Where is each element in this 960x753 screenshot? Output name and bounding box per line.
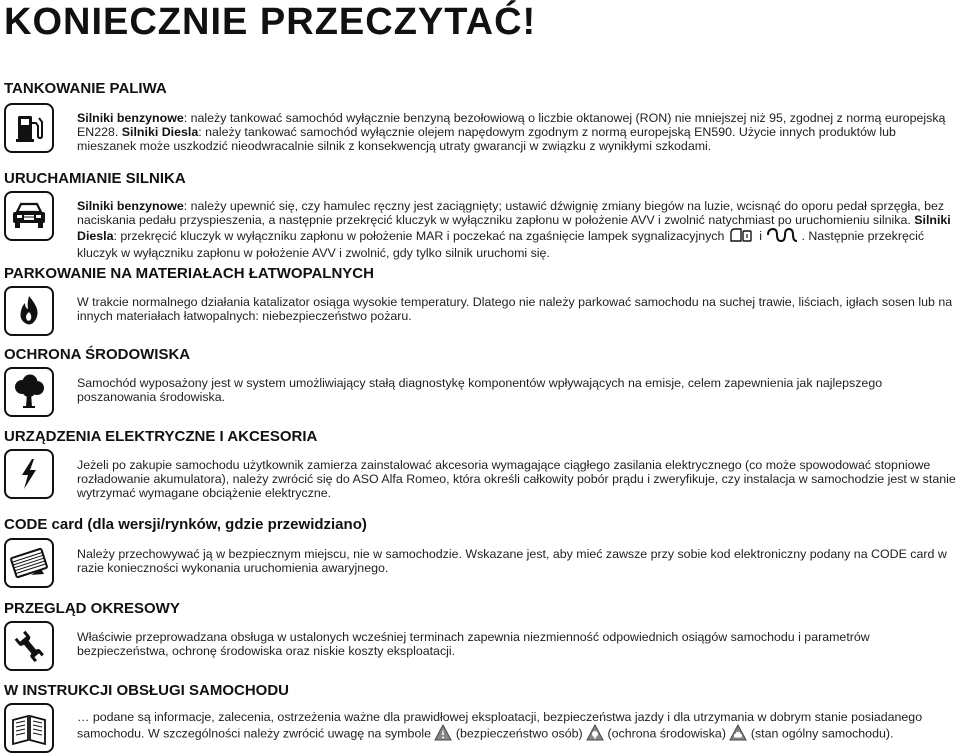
section-title-engine-start: URUCHAMIANIE SILNIKA (4, 170, 186, 187)
glow-plug-icon (765, 227, 801, 246)
person-safety-symbol-icon (434, 724, 452, 744)
section-body-engine-start (77, 199, 957, 260)
section-title-parking: PARKOWANIE NA MATERIAŁACH ŁATWOPALNYCH (4, 265, 374, 282)
code-card-icon (4, 538, 54, 588)
section-body-parking: W trakcie normalnego działania katalizator osiąga wysokie temperatury. Dlatego nie należy parkować samochodu na suchej trawie, liściach, igłach sosen lub na innych materiałach łatwopalnych: niebezpieczeństwo pożaru. (77, 295, 953, 323)
section-title-maintenance: PRZEGLĄD OKRESOWY (4, 600, 180, 617)
page-title: KONIECZNIE PRZECZYTAĆ! (4, 1, 537, 43)
manual-text-3: (ochrona środowiska) (604, 726, 730, 741)
diesel-start-text: : przekręcić kluczyk w wyłączniku zapłonu w położenie MAR i poczekać na zgaśnięcie lampek sygnalizacyjnych (113, 228, 728, 243)
section-title-code-card: CODE card (dla wersji/rynków, gdzie przewidziano) (4, 516, 367, 533)
diesel-text: : należy tankować samochód wyłącznie olejem napędowym zgodnym z normą europejską EN590. Użycie innych produktów lub mieszanek może uszkodzić nieodwracalnie silnik z konsekwencją utraty gwarancji w związku z wynikłymi szkodami. (77, 125, 896, 153)
diesel-label: Silniki Diesla (121, 125, 199, 139)
tree-icon (4, 367, 54, 417)
manual-text-4: (stan ogólny samochodu). (747, 726, 894, 741)
section-title-fuel: TANKOWANIE PALIWA (4, 80, 167, 97)
diesel-start-end: . Następnie przekręcić kluczyk w wyłączniku zapłonu w położenie AVV i zwolnić, gdy tylko silnik uruchomi się. (77, 228, 925, 260)
petrol-start-text: : należy upewnić się, czy hamulec ręczny jest zaciągnięty; ustawić dźwignię zmiany biegów na luzie, wcisnąć do oporu pedał sprzęgła, bez naciskania pedału przyspieszenia, a następnie przekręcić kluczyk w wyłączniku zapłonu w położenie AVV i zwolnić natychmiast po uruchomieniu silnika. (77, 199, 945, 227)
petrol-text: : należy tankować samochód wyłącznie benzyną bezołowiową o liczbie oktanowej (RON) nie mniejszej niż 95, zgodnej z normą europejską EN228. (77, 111, 946, 139)
section-body-manual (77, 710, 957, 744)
flame-icon (4, 286, 54, 336)
section-title-electrical: URZĄDZENIA ELEKTRYCZNE I AKCESORIA (4, 428, 318, 445)
open-book-icon (4, 703, 54, 753)
section-body-fuel (77, 111, 957, 153)
section-body-environment: Samochód wyposażony jest w system umożliwiający stałą diagnostykę komponentów wpływających na emisje, celem zapewnienia jak najlepszego poszanowania środowiska. (77, 376, 883, 404)
petrol-label-2: Silniki benzynowe (77, 199, 184, 213)
lightning-icon (4, 449, 54, 499)
environment-symbol-icon (586, 724, 604, 744)
petrol-label: Silniki benzynowe (77, 111, 184, 125)
vehicle-condition-symbol-icon (729, 724, 747, 744)
manual-text-2: (bezpieczeństwo osób) (452, 726, 587, 741)
manual-text-1: … podane są informacje, zalecenia, ostrzeżenia ważne dla prawidłowej eksploatacji, bezpieczeństwa jazdy i dla utrzymania w dobrym stanie posiadanego samochodu. W szczególności należy zwrócić uwagę na symbole (77, 710, 923, 741)
section-body-code-card: Należy przechowywać ją w bezpiecznym miejscu, nie w samochodzie. Wskazane jest, aby mieć zawsze przy sobie kod elektroniczny podany na CODE card w razie konieczności wykonania uruchomienia awaryjnego. (77, 547, 947, 575)
car-front-icon (4, 191, 54, 241)
fuel-pump-icon (4, 103, 54, 153)
section-title-manual: W INSTRUKCJI OBSŁUGI SAMOCHODU (4, 682, 289, 699)
section-body-electrical: Jeżeli po zakupie samochodu użytkownik zamierza zainstalować akcesoria wymagające ciągłego zasilania elektrycznego (co może spowodować stopniowe rozładowanie akumulatora), należy zwrócić się do ASO Alfa Romeo, która określi całkowity pobór prądu i zweryfikuje, czy instalacja w samochodzie jest w stanie wytrzymać wymagane obciążenie elektryczne. (77, 458, 956, 500)
section-title-environment: OCHRONA ŚRODOWISKA (4, 346, 191, 363)
section-body-maintenance: Właściwie przeprowadzana obsługa w ustalonych wcześniej terminach zapewnia niezmienność odpowiednich osiągów samochodu i parametrów bezpieczeństwa, ochronę środowiska oraz niskie koszty eksploatacji. (77, 630, 870, 658)
and-text: i (755, 228, 766, 243)
diesel-label-2: Silniki Diesla (77, 213, 951, 243)
wrench-icon (4, 621, 54, 671)
warning-light-icon (728, 227, 756, 246)
